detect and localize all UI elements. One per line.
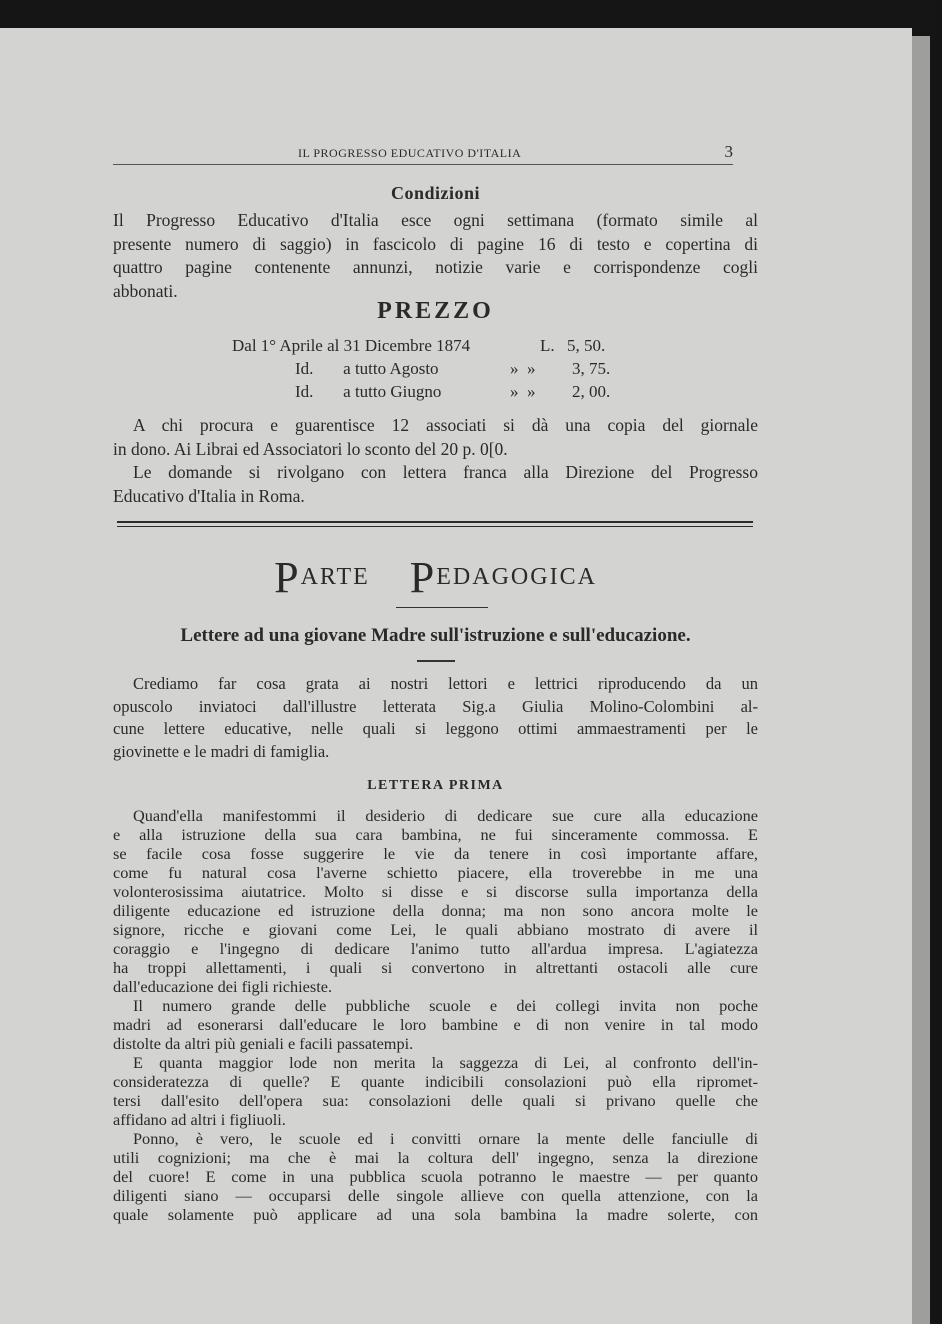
lettera-line: utili cognizioni; ma che è mai la coltura dell' ingegno, senza la direzione [113,1148,758,1167]
lettera-line: affidano ad altri i figliuoli. [113,1110,286,1129]
lettera-heading: LETTERA PRIMA [367,778,504,793]
price-label: Id. a tutto Giugno [295,382,442,401]
lettera-line: consideratezza di quelle? E quante indicibili consolazioni può ella ripromet- [113,1072,758,1091]
lettera-line: distolte da altri più geniali e facili passatempi. [113,1034,414,1053]
lettera-line: dall'educazione dei figli richieste. [113,977,333,996]
running-head [113,142,733,165]
lettera-line: coraggio e l'ingegno di dedicare l'animo tutto all'ardua impresa. L'agiatezza [113,939,758,958]
prezzo-heading: PREZZO [377,298,494,324]
section-rule-thick [117,521,753,523]
page-edge-shadow [912,36,930,1324]
lettera-line: E quanta maggior lode non merita la saggezza di Lei, al confronto dell'in- [133,1053,758,1072]
lettera-line: se facile cosa fosse suggerire le vie da tenere in così importante affare, [113,844,758,863]
price-label: Dal 1° Aprile al 31 Dicembre 1874 [232,336,471,355]
lettera-line: signore, ricche e giovani come Lei, le quali abbiano mostrato di avere il [113,920,758,939]
note-line: Le domande si rivolgano con lettera franca alla Direzione del Progresso [133,462,758,482]
intro-line: giovinette e le madri di famiglia. [113,741,330,761]
lettera-body [113,806,758,1224]
lettera-line: e alla istruzione della sua cara bambina, ne fui sinceramente commossa. E [113,825,758,844]
prezzo-notes [113,414,758,508]
section-rule-thin [117,526,753,527]
lettera-line: diligente educazione ed istruzione della donna; ma non sono ancora molte le [113,901,758,920]
condizioni-line: Il Progresso Educativo d'Italia esce ogni settimana (formato simile al [113,210,758,230]
condizioni-line: abbonati. [113,280,178,301]
condizioni-line: quattro pagine contenente annunzi, notizie varie e corrispondenze cogli [113,257,758,277]
condizioni-line: presente numero di saggio) in fascicolo di pagine 16 di testo e copertina di [113,233,758,254]
price-amount: 3, 75. [572,359,611,378]
lettera-line: tersi dall'esito dell'opera sua: consolazioni delle quali si privano quelle che [113,1091,758,1110]
lettera-line: quale solamente può applicare ad una sola bambina la madre solerte, con [113,1205,758,1224]
lettera-line: del cuore! E come in una pubblica scuola potranno le maestre — per quanto [113,1167,758,1186]
price-currency: L. [540,336,555,355]
parte-underline [396,607,488,608]
parte-pedagogica-heading [113,552,758,603]
price-currency: » » [510,359,536,378]
running-head-title: IL PROGRESSO EDUCATIVO D'ITALIA [298,146,522,160]
article-title: Lettere ad una giovane Madre sull'istruzione e sull'educazione. [180,625,691,646]
price-amount: 2, 00. [572,382,611,401]
parte-word: ARTE [300,564,370,590]
price-label: Id. a tutto Agosto [295,359,439,378]
lettera-line: ha troppi allettamenti, i quali si convertono in altrettanti ostacoli alle cure [113,958,758,977]
condizioni-paragraph [113,209,758,303]
price-currency: » » [510,382,536,401]
lettera-line: Quand'ella manifestommi il desiderio di dedicare sue cure alla educazione [133,806,758,825]
pedagogica-word: EDAGOGICA [436,564,597,590]
pedagogica-initial: P [409,553,437,602]
note-line: A chi procura e guarentisce 12 associati si dà una copia del giornale [133,415,758,435]
lettera-line: diligenti siano — occuparsi delle singole allieve con quella attenzione, con la [113,1186,758,1205]
parte-initial: P [274,553,301,602]
lettera-line: madri ad esonerarsi dall'educare le loro bambine e di non venire in tal modo [113,1015,758,1034]
lettera-line: come fu natural cosa l'averne schietto piacere, ella troverebbe in me una [113,863,758,882]
condizioni-heading: Condizioni [390,183,481,203]
price-amount: 5, 50. [567,336,606,355]
lettera-line: Ponno, è vero, le scuole ed i convitti ornare la mente delle fanciulle di [133,1129,758,1148]
lettera-line: volonterosissima aiutatrice. Molto si disse e si discorse sulla importanza della [113,882,758,901]
intro-line: Crediamo far cosa grata ai nostri lettori e lettrici riproducendo da un [133,674,758,693]
intro-paragraph [113,673,758,763]
lettera-line: Il numero grande delle pubbliche scuole e dei collegi invita non poche [133,996,758,1015]
note-line: Educativo d'Italia in Roma. [113,485,305,506]
page-number: 3 [724,142,733,161]
intro-line: cune lettere educative, nelle quali si leggono ottimi ammaestramenti per le [113,719,758,738]
note-line: in dono. Ai Librai ed Associatori lo sconto del 20 p. 0[0. [113,438,508,459]
title-dash [417,660,455,662]
intro-line: opuscolo inviatoci dall'illustre letterata Sig.a Giulia Molino-Colombini al- [113,696,758,716]
